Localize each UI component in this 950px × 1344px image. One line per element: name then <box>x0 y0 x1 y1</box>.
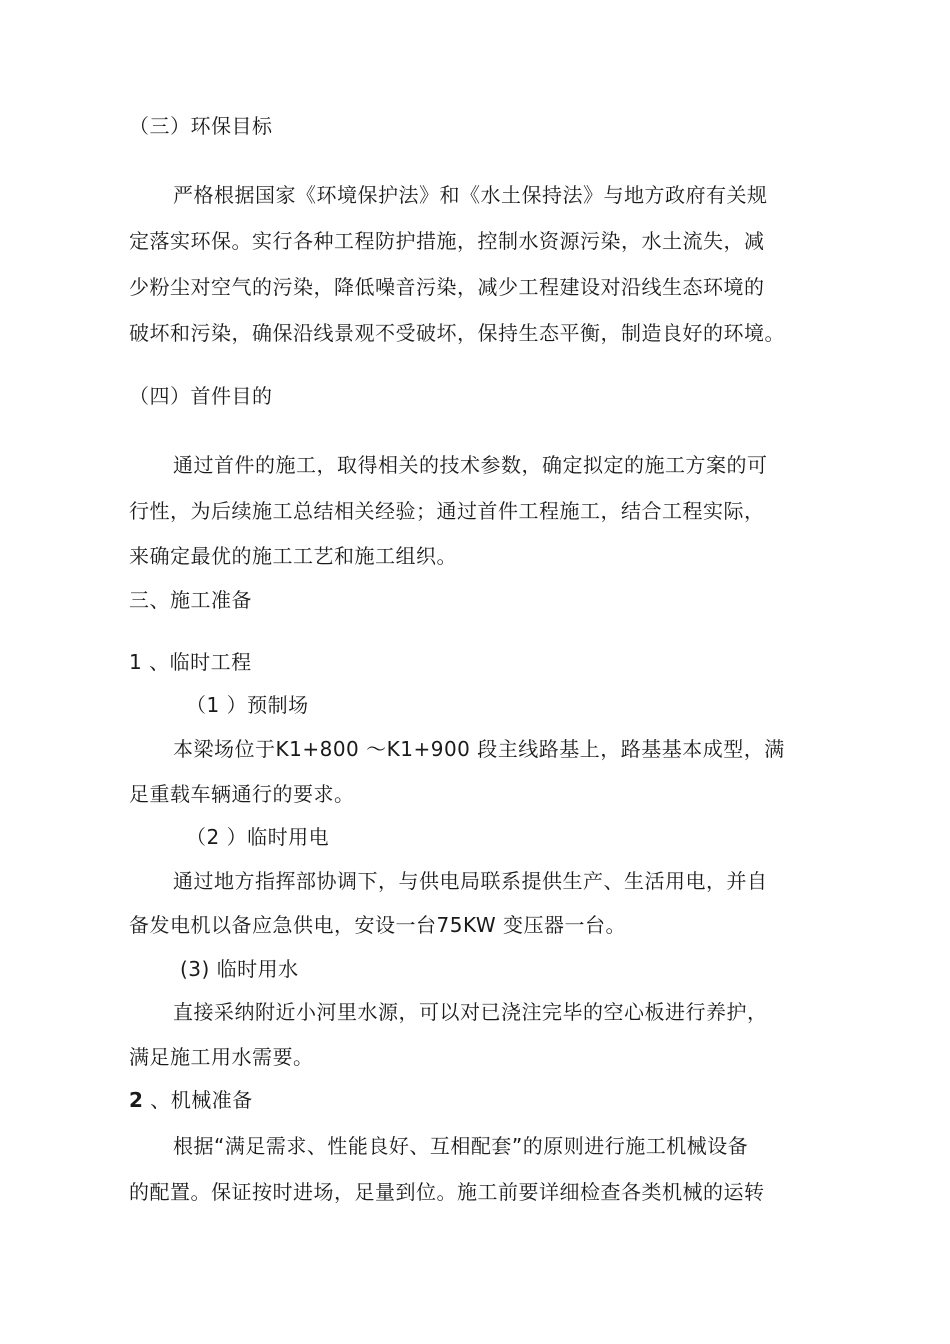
env-paragraph-line-3: 少粉尘对空气的污染，降低噪音污染，减少工程建设对沿线生态环境的 <box>129 275 765 299</box>
machinery-paragraph-line-2: 的配置。保证按时进场，足量到位。施工前要详细检查各类机械的运转 <box>129 1180 765 1204</box>
machinery-heading-number: 2 <box>129 1088 144 1112</box>
prefab-yard-heading: （1 ）预制场 <box>186 693 309 717</box>
machinery-heading-text: 、机械准备 <box>143 1088 253 1112</box>
env-heading: （三）环保目标 <box>129 114 273 138</box>
temp-water-heading: (3) 临时用水 <box>180 957 299 981</box>
prefab-paragraph-line-2: 足重载车辆通行的要求。 <box>129 782 355 806</box>
machinery-paragraph-line-1: 根据“满足需求、性能良好、互相配套”的原则进行施工机械设备 <box>173 1134 749 1158</box>
env-paragraph-line-1: 严格根据国家《环境保护法》和《水土保持法》与地方政府有关规 <box>173 183 768 207</box>
first-paragraph-line-2: 行性，为后续施工总结相关经验；通过首件工程施工，结合工程实际， <box>129 499 765 523</box>
power-paragraph-line-1: 通过地方指挥部协调下，与供电局联系提供生产、生活用电，并自 <box>173 869 768 893</box>
first-piece-heading: （四）首件目的 <box>129 384 273 408</box>
first-paragraph-line-1: 通过首件的施工，取得相关的技术参数，确定拟定的施工方案的可 <box>173 453 768 477</box>
power-paragraph-line-2: 备发电机以备应急供电，安设一台75KW 变压器一台。 <box>129 913 626 937</box>
prefab-paragraph-line-1: 本梁场位于K1+800 ～K1+900 段主线路基上，路基基本成型，满 <box>173 737 785 761</box>
water-paragraph-line-1: 直接采纳附近小河里水源，可以对已浇注完毕的空心板进行养护， <box>173 1000 768 1024</box>
preparation-heading: 三、施工准备 <box>129 588 252 612</box>
temporary-works-heading: 1 、临时工程 <box>129 650 252 674</box>
env-paragraph-line-4: 破坏和污染，确保沿线景观不受破坏，保持生态平衡，制造良好的环境。 <box>129 321 785 345</box>
first-paragraph-line-3: 来确定最优的施工工艺和施工组织。 <box>129 544 457 568</box>
water-paragraph-line-2: 满足施工用水需要。 <box>129 1045 314 1069</box>
machinery-heading <box>129 1086 253 1114</box>
env-paragraph-line-2: 定落实环保。实行各种工程防护措施，控制水资源污染，水土流失，减 <box>129 229 765 253</box>
temp-power-heading: （2 ）临时用电 <box>186 825 330 849</box>
